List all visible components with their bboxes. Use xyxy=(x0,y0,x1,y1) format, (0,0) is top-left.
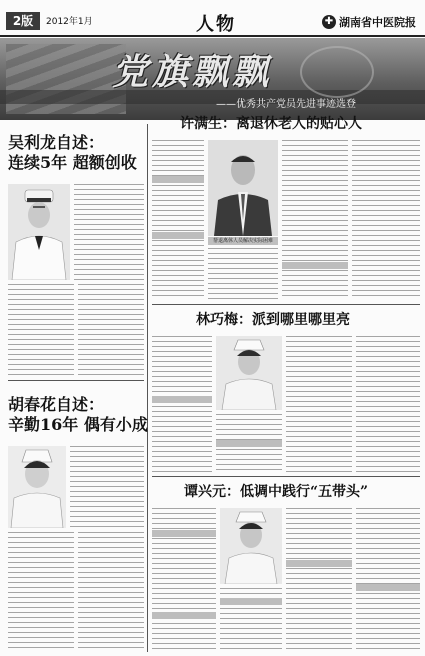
article-1-title-line2: 连续5年 超额创收 xyxy=(8,153,137,172)
feature-banner xyxy=(0,38,425,120)
article-2-text-block-2 xyxy=(8,532,74,650)
logo-text: 湖南省中医院报 xyxy=(339,16,416,29)
article-3-photo-caption: 帮退离休人员解决实际困难 xyxy=(208,237,278,245)
article-5-subhead-1 xyxy=(152,530,216,537)
column-divider xyxy=(147,124,148,652)
article-4-photo xyxy=(216,336,282,410)
article-3-subhead-1 xyxy=(152,176,204,183)
article-4-text-block-1 xyxy=(152,336,212,472)
article-3-text-block-4 xyxy=(352,140,420,300)
article-4-subhead-2 xyxy=(216,440,282,447)
article-4-title: 林巧梅：派到哪里哪里亮 xyxy=(196,312,350,328)
article-5-photo xyxy=(220,508,282,584)
page-header xyxy=(0,0,425,36)
article-3-subhead-2 xyxy=(152,232,204,239)
article-3-title: 许满生：离退休老人的贴心人 xyxy=(180,116,362,132)
article-5-subhead-2 xyxy=(152,612,216,619)
article-5-subhead-3 xyxy=(220,598,282,605)
article-2-text-block-1 xyxy=(70,446,144,528)
article-2-title-line1: 胡春花自述： xyxy=(8,395,105,414)
article-1-text-block-1 xyxy=(74,184,144,280)
right-column-rule-1 xyxy=(152,304,420,305)
edition-badge: 2版 xyxy=(6,12,40,30)
header-rule xyxy=(0,35,425,37)
article-2-photo xyxy=(8,446,66,528)
cross-circle-icon: ✚ xyxy=(322,15,336,29)
right-column-rule-2 xyxy=(152,476,420,477)
banner-subtitle: ——优秀共产党员先进事迹选登 xyxy=(216,99,356,110)
article-5-subhead-5 xyxy=(356,584,420,591)
newspaper-logo xyxy=(322,14,420,30)
issue-date: 2012年1月 xyxy=(46,17,93,27)
article-3-photo xyxy=(208,140,278,236)
banner-ornament xyxy=(300,46,374,98)
article-3-text-block-1 xyxy=(152,140,204,300)
article-4-text-block-3 xyxy=(286,336,352,472)
article-1-photo xyxy=(8,184,70,280)
article-2-text-block-3 xyxy=(78,532,144,650)
article-3-text-block-2 xyxy=(208,248,278,300)
article-2-title-line2: 辛勤16年 偶有小成 xyxy=(8,415,148,434)
banner-title: 党旗飘飘 xyxy=(112,51,273,93)
article-3-subhead-3 xyxy=(282,262,348,269)
article-1-text-block-3 xyxy=(78,284,144,376)
article-5-title: 谭兴元：低调中践行“五带头” xyxy=(184,484,369,500)
article-3-text-block-3 xyxy=(282,140,348,300)
article-4-subhead-1 xyxy=(152,396,212,403)
article-5-text-block-3 xyxy=(286,508,352,650)
section-title: 人物 xyxy=(196,14,236,35)
article-5-text-block-4 xyxy=(356,508,420,650)
article-1-title-line1: 吴利龙自述： xyxy=(8,133,105,152)
left-column-rule xyxy=(8,380,144,381)
article-4-text-block-4 xyxy=(356,336,420,472)
article-1-text-block-2 xyxy=(8,284,74,376)
article-5-subhead-4 xyxy=(286,560,352,567)
